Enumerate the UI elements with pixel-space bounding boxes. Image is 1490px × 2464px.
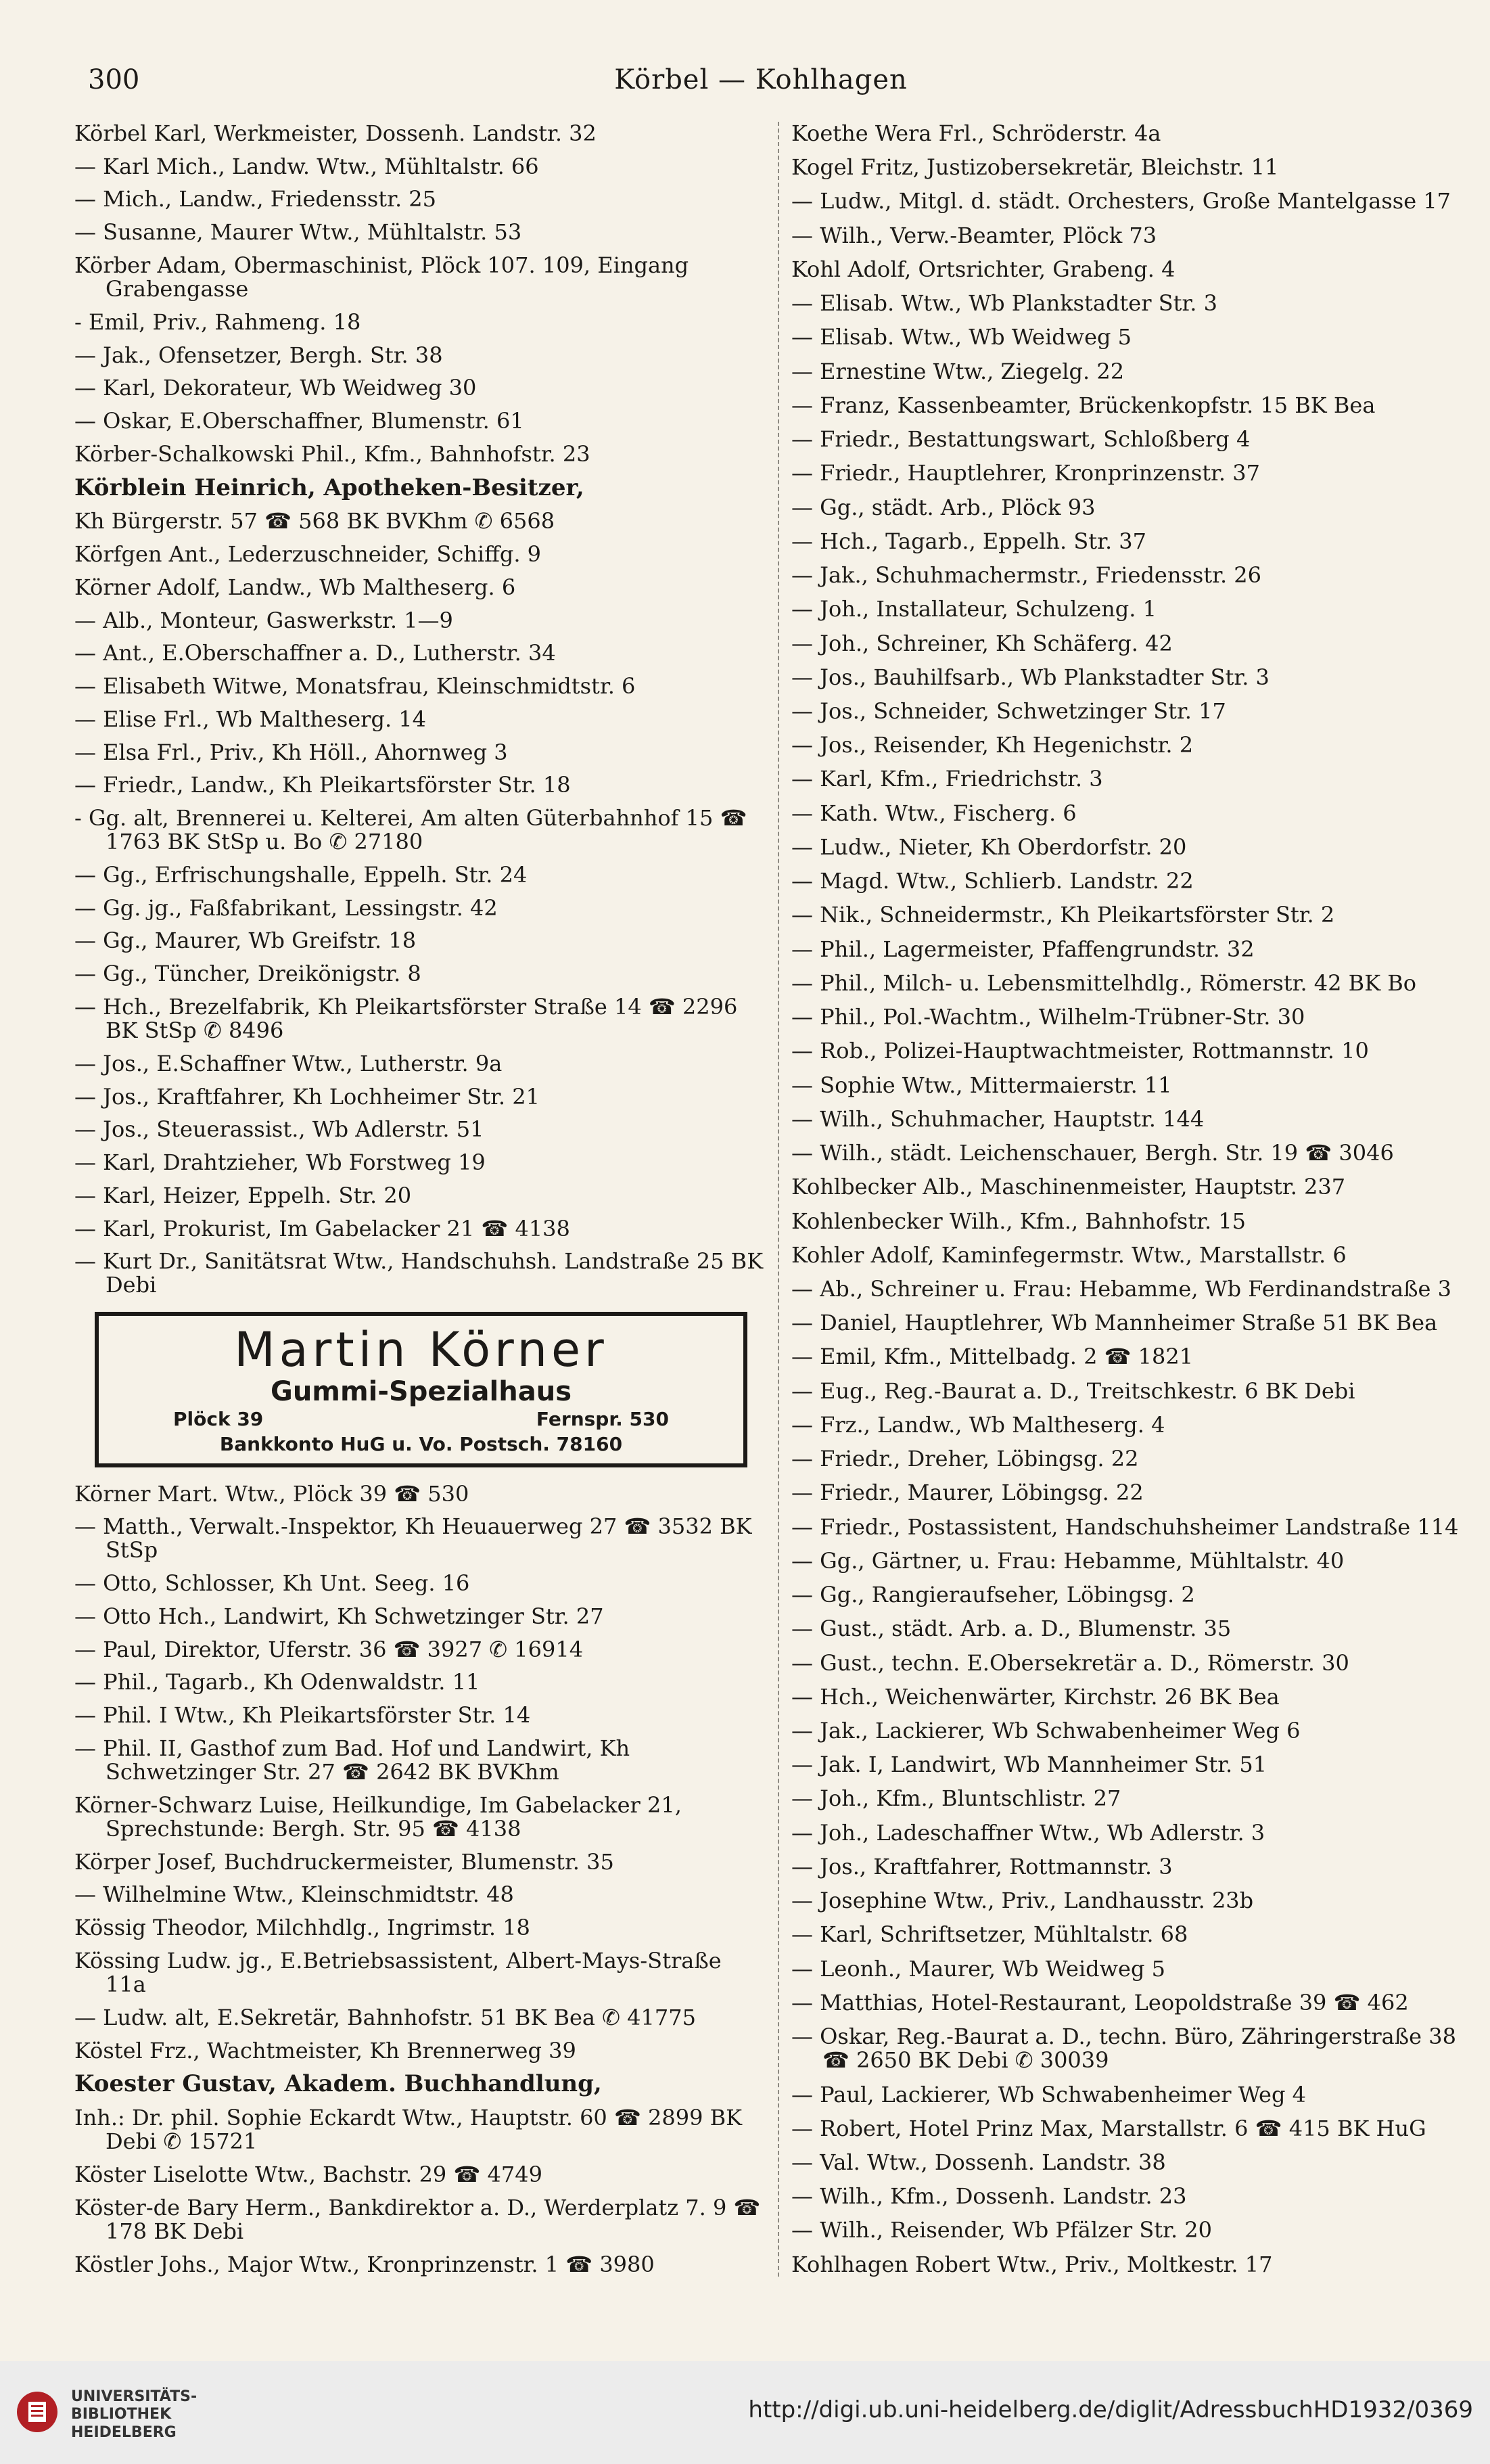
directory-entry: — Jak., Ofensetzer, Bergh. Str. 38 [74, 343, 443, 367]
directory-entry: Kohler Adolf, Kaminfegermstr. Wtw., Marstallstr. 6 [791, 1243, 1347, 1267]
directory-entry: Koester Gustav, Akadem. Buchhandlung, [74, 2072, 602, 2097]
directory-entry: — Ludw., Mitgl. d. städt. Orchesters, Große Mantelgasse 17 [791, 189, 1451, 214]
directory-entry: Körblein Heinrich, Apotheken-Besitzer, [74, 475, 584, 501]
directory-entry: — Gg. jg., Faßfabrikant, Lessingstr. 42 [74, 896, 498, 920]
directory-entry: — Wilhelmine Wtw., Kleinschmidtstr. 48 [74, 1883, 514, 1907]
directory-entry: Kössing Ludw. jg., E.Betriebsassistent, Albert-Mays-Straße 11a [74, 1948, 722, 1997]
directory-entry: — Phil. II, Gasthof zum Bad. Hof und Landwirt, Kh Schwetzinger Str. 27 ☎ 2642 BK BVKhm [74, 1736, 630, 1785]
directory-entry: — Gust., techn. E.Obersekretär a. D., Römerstr. 30 [791, 1651, 1349, 1675]
directory-entry: Körber-Schalkowski Phil., Kfm., Bahnhofstr. 23 [74, 442, 590, 466]
directory-entry: — Ant., E.Oberschaffner a. D., Lutherstr. 34 [74, 641, 556, 666]
directory-entry: — Wilh., Reisender, Wb Pfälzer Str. 20 [791, 2218, 1212, 2243]
directory-entry: — Hch., Weichenwärter, Kirchstr. 26 BK Bea [791, 1685, 1280, 1709]
page-number: 300 [88, 64, 140, 95]
directory-entry: — Karl, Dekorateur, Wb Weidweg 30 [74, 376, 477, 401]
directory-entry: — Jos., Kraftfahrer, Kh Lochheimer Str. 21 [74, 1085, 540, 1109]
advertisement-box [95, 1312, 747, 1467]
ad-bank-info: Bankkonto HuG u. Vo. Postsch. 78160 [219, 1432, 623, 1455]
directory-entry: — Elisab. Wtw., Wb Plankstadter Str. 3 [791, 292, 1217, 316]
directory-entry: — Karl, Drahtzieher, Wb Forstweg 19 [74, 1151, 486, 1175]
running-head: Körbel — Kohlhagen [614, 64, 908, 95]
directory-entry: — Alb., Monteur, Gaswerkstr. 1—9 [74, 608, 453, 633]
directory-entry: — Phil., Lagermeister, Pfaffengrundstr. 32 [791, 937, 1255, 961]
directory-entry: — Phil., Pol.-Wachtm., Wilhelm-Trübner-Str. 30 [791, 1005, 1305, 1030]
directory-entry: — Jos., Kraftfahrer, Rottmannstr. 3 [791, 1854, 1173, 1879]
ad-phone: Fernspr. 530 [536, 1408, 669, 1431]
directory-entry: Kössig Theodor, Milchhdlg., Ingrimstr. 18 [74, 1916, 530, 1940]
directory-entry: Körner Mart. Wtw., Plöck 39 ☎ 530 [74, 1482, 469, 1506]
directory-entry: — Oskar, Reg.-Baurat a. D., techn. Büro, Zähringerstraße 38 ☎ 2650 BK Debi ✆ 30039 [791, 2025, 1456, 2073]
directory-entry: — Karl, Heizer, Eppelh. Str. 20 [74, 1183, 412, 1208]
directory-entry: Köster Liselotte Wtw., Bachstr. 29 ☎ 4749 [74, 2163, 542, 2187]
directory-entry: — Ab., Schreiner u. Frau: Hebamme, Wb Ferdinandstraße 3 [791, 1277, 1451, 1302]
library-name-line: HEIDELBERG [71, 2423, 177, 2441]
directory-entry: Kh Bürgerstr. 57 ☎ 568 BK BVKhm ✆ 6568 [74, 509, 555, 534]
directory-entry: — Paul, Lackierer, Wb Schwabenheimer Weg 4 [791, 2082, 1306, 2107]
directory-entry: Körbel Karl, Werkmeister, Dossenh. Landstr. 32 [74, 122, 597, 146]
directory-entry: — Franz, Kassenbeamter, Brückenkopfstr. 15 BK Bea [791, 393, 1376, 418]
directory-entry: — Phil., Tagarb., Kh Odenwaldstr. 11 [74, 1670, 480, 1695]
directory-entry: — Joh., Kfm., Bluntschlistr. 27 [791, 1787, 1121, 1811]
directory-entry: — Rob., Polizei-Hauptwachtmeister, Rottmannstr. 10 [791, 1039, 1369, 1064]
directory-entry: — Joh., Schreiner, Kh Schäferg. 42 [791, 631, 1173, 656]
directory-entry: Kohl Adolf, Ortsrichter, Grabeng. 4 [791, 257, 1175, 282]
directory-entry: — Jos., E.Schaffner Wtw., Lutherstr. 9a [74, 1051, 503, 1076]
library-name-line: BIBLIOTHEK [71, 2406, 172, 2423]
directory-entry: — Friedr., Bestattungswart, Schloßberg 4 [791, 428, 1251, 452]
directory-entry: — Sophie Wtw., Mittermaierstr. 11 [791, 1073, 1172, 1097]
directory-entry: — Gg., Tüncher, Dreikönigstr. 8 [74, 962, 421, 986]
directory-entry: Köstel Frz., Wachtmeister, Kh Brennerweg 39 [74, 2038, 576, 2063]
directory-entry: — Friedr., Postassistent, Handschuhsheimer Landstraße 114 [791, 1515, 1459, 1539]
directory-entry: — Wilh., Schuhmacher, Hauptstr. 144 [791, 1107, 1205, 1131]
permalink-url[interactable]: http://digi.ub.uni-heidelberg.de/diglit/AdressbuchHD1932/0369 [748, 2396, 1473, 2423]
directory-entry: — Leonh., Maurer, Wb Weidweg 5 [791, 1957, 1165, 1981]
directory-entry: — Mich., Landw., Friedensstr. 25 [74, 187, 436, 212]
directory-entry: Kohlhagen Robert Wtw., Priv., Moltkestr. 17 [791, 2252, 1273, 2277]
directory-entry: — Paul, Direktor, Uferstr. 36 ☎ 3927 ✆ 16914 [74, 1637, 584, 1662]
directory-entry: — Ludw. alt, E.Sekretär, Bahnhofstr. 51 BK Bea ✆ 41775 [74, 2005, 696, 2030]
directory-entry: Körner Adolf, Landw., Wb Maltheserg. 6 [74, 575, 516, 600]
directory-entry: Köstler Johs., Major Wtw., Kronprinzenstr. 1 ☎ 3980 [74, 2252, 655, 2277]
directory-entry: — Hch., Tagarb., Eppelh. Str. 37 [791, 529, 1146, 553]
directory-entry: — Val. Wtw., Dossenh. Landstr. 38 [791, 2151, 1166, 2175]
column-divider [778, 122, 779, 2277]
viewer-footer [0, 2361, 1490, 2464]
directory-entry: Kohlbecker Alb., Maschinenmeister, Hauptstr. 237 [791, 1175, 1346, 1200]
directory-entry: Kohlenbecker Wilh., Kfm., Bahnhofstr. 15 [791, 1209, 1247, 1233]
directory-entry: — Otto Hch., Landwirt, Kh Schwetzinger Str. 27 [74, 1604, 604, 1629]
directory-entry: Inh.: Dr. phil. Sophie Eckardt Wtw., Hauptstr. 60 ☎ 2899 BK Debi ✆ 15721 [74, 2106, 743, 2154]
directory-entry: — Robert, Hotel Prinz Max, Marstallstr. 6 ☎ 415 BK HuG [791, 2116, 1426, 2141]
directory-entry: - Emil, Priv., Rahmeng. 18 [74, 310, 361, 335]
directory-entry: — Karl Mich., Landw. Wtw., Mühltalstr. 66 [74, 154, 539, 179]
directory-entry: Körber Adam, Obermaschinist, Plöck 107. 109, Eingang Grabengasse [74, 253, 689, 302]
directory-entry: — Jos., Schneider, Schwetzinger Str. 17 [791, 699, 1226, 724]
page-header [88, 64, 1434, 105]
directory-entry: — Friedr., Maurer, Löbingsg. 22 [791, 1481, 1144, 1505]
directory-entry: — Wilh., städt. Leichenschauer, Bergh. Str. 19 ☎ 3046 [791, 1141, 1394, 1166]
directory-entry: — Nik., Schneidermstr., Kh Pleikartsförster Str. 2 [791, 903, 1335, 928]
directory-entry: — Karl, Kfm., Friedrichstr. 3 [791, 767, 1103, 792]
directory-entry: — Joh., Ladeschaffner Wtw., Wb Adlerstr. 3 [791, 1821, 1265, 1845]
directory-entry: — Oskar, E.Oberschaffner, Blumenstr. 61 [74, 409, 524, 434]
directory-entry: — Kath. Wtw., Fischerg. 6 [791, 801, 1077, 825]
directory-entry: — Hch., Brezelfabrik, Kh Pleikartsförster Straße 14 ☎ 2296 BK StSp ✆ 8496 [74, 995, 738, 1043]
directory-entry: — Elisabeth Witwe, Monatsfrau, Kleinschmidtstr. 6 [74, 675, 636, 699]
directory-entry: — Jak. I, Landwirt, Wb Mannheimer Str. 51 [791, 1753, 1267, 1777]
directory-entry: — Frz., Landw., Wb Maltheserg. 4 [791, 1413, 1165, 1438]
left-column [74, 122, 768, 2277]
directory-entry: — Elise Frl., Wb Maltheserg. 14 [74, 707, 427, 732]
directory-entry: — Phil. I Wtw., Kh Pleikartsförster Str. 14 [74, 1704, 531, 1728]
directory-entry: — Gust., städt. Arb. a. D., Blumenstr. 35 [791, 1617, 1232, 1641]
directory-entry: - Gg. alt, Brennerei u. Kelterei, Am alten Güterbahnhof 15 ☎ 1763 BK StSp u. Bo ✆ 27180 [74, 806, 747, 854]
university-library-logo-icon [14, 2388, 61, 2436]
directory-entry: — Jos., Steuerassist., Wb Adlerstr. 51 [74, 1118, 484, 1142]
directory-entry: — Wilh., Kfm., Dossenh. Landstr. 23 [791, 2185, 1187, 2209]
directory-entry: — Elisab. Wtw., Wb Weidweg 5 [791, 325, 1132, 350]
directory-entry: — Matthias, Hotel-Restaurant, Leopoldstraße 39 ☎ 462 [791, 1990, 1409, 2015]
directory-entry: — Josephine Wtw., Priv., Landhausstr. 23b [791, 1889, 1254, 1913]
directory-entry: — Otto, Schlosser, Kh Unt. Seeg. 16 [74, 1572, 470, 1596]
directory-entry: — Ernestine Wtw., Ziegelg. 22 [791, 359, 1125, 384]
directory-entry: — Ludw., Nieter, Kh Oberdorfstr. 20 [791, 835, 1187, 860]
directory-entry: — Friedr., Landw., Kh Pleikartsförster Str. 18 [74, 773, 571, 798]
right-column [791, 122, 1471, 2277]
directory-entry: — Gg., Gärtner, u. Frau: Hebamme, Mühltalstr. 40 [791, 1549, 1345, 1574]
directory-entry: — Gg., städt. Arb., Plöck 93 [791, 495, 1096, 520]
directory-entry: Körper Josef, Buchdruckermeister, Blumenstr. 35 [74, 1850, 614, 1874]
ad-address: Plöck 39 [173, 1408, 264, 1431]
directory-entry: — Gg., Rangieraufseher, Löbingsg. 2 [791, 1583, 1195, 1607]
directory-entry: Koethe Wera Frl., Schröderstr. 4a [791, 122, 1161, 146]
directory-entry: — Jak., Schuhmachermstr., Friedensstr. 26 [791, 564, 1262, 588]
ad-company-name: Martin Körner [234, 1322, 608, 1378]
directory-entry: Köster-de Bary Herm., Bankdirektor a. D., Werderplatz 7. 9 ☎ 178 BK Debi [74, 2195, 761, 2244]
directory-entry: — Emil, Kfm., Mittelbadg. 2 ☎ 1821 [791, 1345, 1194, 1369]
directory-entry: — Kurt Dr., Sanitätsrat Wtw., Handschuhsh. Landstraße 25 BK Debi [74, 1250, 764, 1298]
directory-entry: — Friedr., Hauptlehrer, Kronprinzenstr. 37 [791, 461, 1260, 486]
directory-entry: Kogel Fritz, Justizobersekretär, Bleichstr. 11 [791, 156, 1279, 180]
directory-entry: — Joh., Installateur, Schulzeng. 1 [791, 597, 1157, 622]
directory-entry: — Karl, Prokurist, Im Gabelacker 21 ☎ 4138 [74, 1216, 570, 1241]
directory-entry: Körner-Schwarz Luise, Heilkundige, Im Gabelacker 21, Sprechstunde: Bergh. Str. 95 ☎ 4138 [74, 1793, 682, 1842]
ad-subtitle: Gummi-Spezialhaus [271, 1376, 572, 1408]
directory-entry: — Karl, Schriftsetzer, Mühltalstr. 68 [791, 1923, 1188, 1947]
directory-entry: — Jak., Lackierer, Wb Schwabenheimer Weg 6 [791, 1719, 1301, 1743]
directory-entry: — Magd. Wtw., Schlierb. Landstr. 22 [791, 869, 1194, 894]
directory-entry: — Phil., Milch- u. Lebensmittelhdlg., Römerstr. 42 BK Bo [791, 971, 1417, 996]
directory-entry: — Jos., Reisender, Kh Hegenichstr. 2 [791, 733, 1194, 758]
directory-entry: — Matth., Verwalt.-Inspektor, Kh Heuauerweg 27 ☎ 3532 BK StSp [74, 1515, 752, 1563]
directory-entry: — Daniel, Hauptlehrer, Wb Mannheimer Straße 51 BK Bea [791, 1311, 1438, 1336]
directory-entry: — Wilh., Verw.-Beamter, Plöck 73 [791, 223, 1157, 248]
directory-entry: — Friedr., Dreher, Löbingsg. 22 [791, 1447, 1139, 1471]
directory-entry: — Gg., Maurer, Wb Greifstr. 18 [74, 929, 417, 953]
directory-entry: Körfgen Ant., Lederzuschneider, Schiffg. 9 [74, 543, 542, 567]
library-name-line: UNIVERSITÄTS- [71, 2388, 197, 2405]
directory-entry: — Eug., Reg.-Baurat a. D., Treitschkestr. 6 BK Debi [791, 1379, 1355, 1403]
directory-entry: — Gg., Erfrischungshalle, Eppelh. Str. 24 [74, 863, 528, 888]
directory-entry: — Susanne, Maurer Wtw., Mühltalstr. 53 [74, 221, 522, 245]
directory-entry: — Jos., Bauhilfsarb., Wb Plankstadter Str. 3 [791, 665, 1270, 689]
directory-entry: — Elsa Frl., Priv., Kh Höll., Ahornweg 3 [74, 740, 508, 765]
ad-contact-row [119, 1407, 723, 1432]
library-name [71, 2388, 197, 2442]
